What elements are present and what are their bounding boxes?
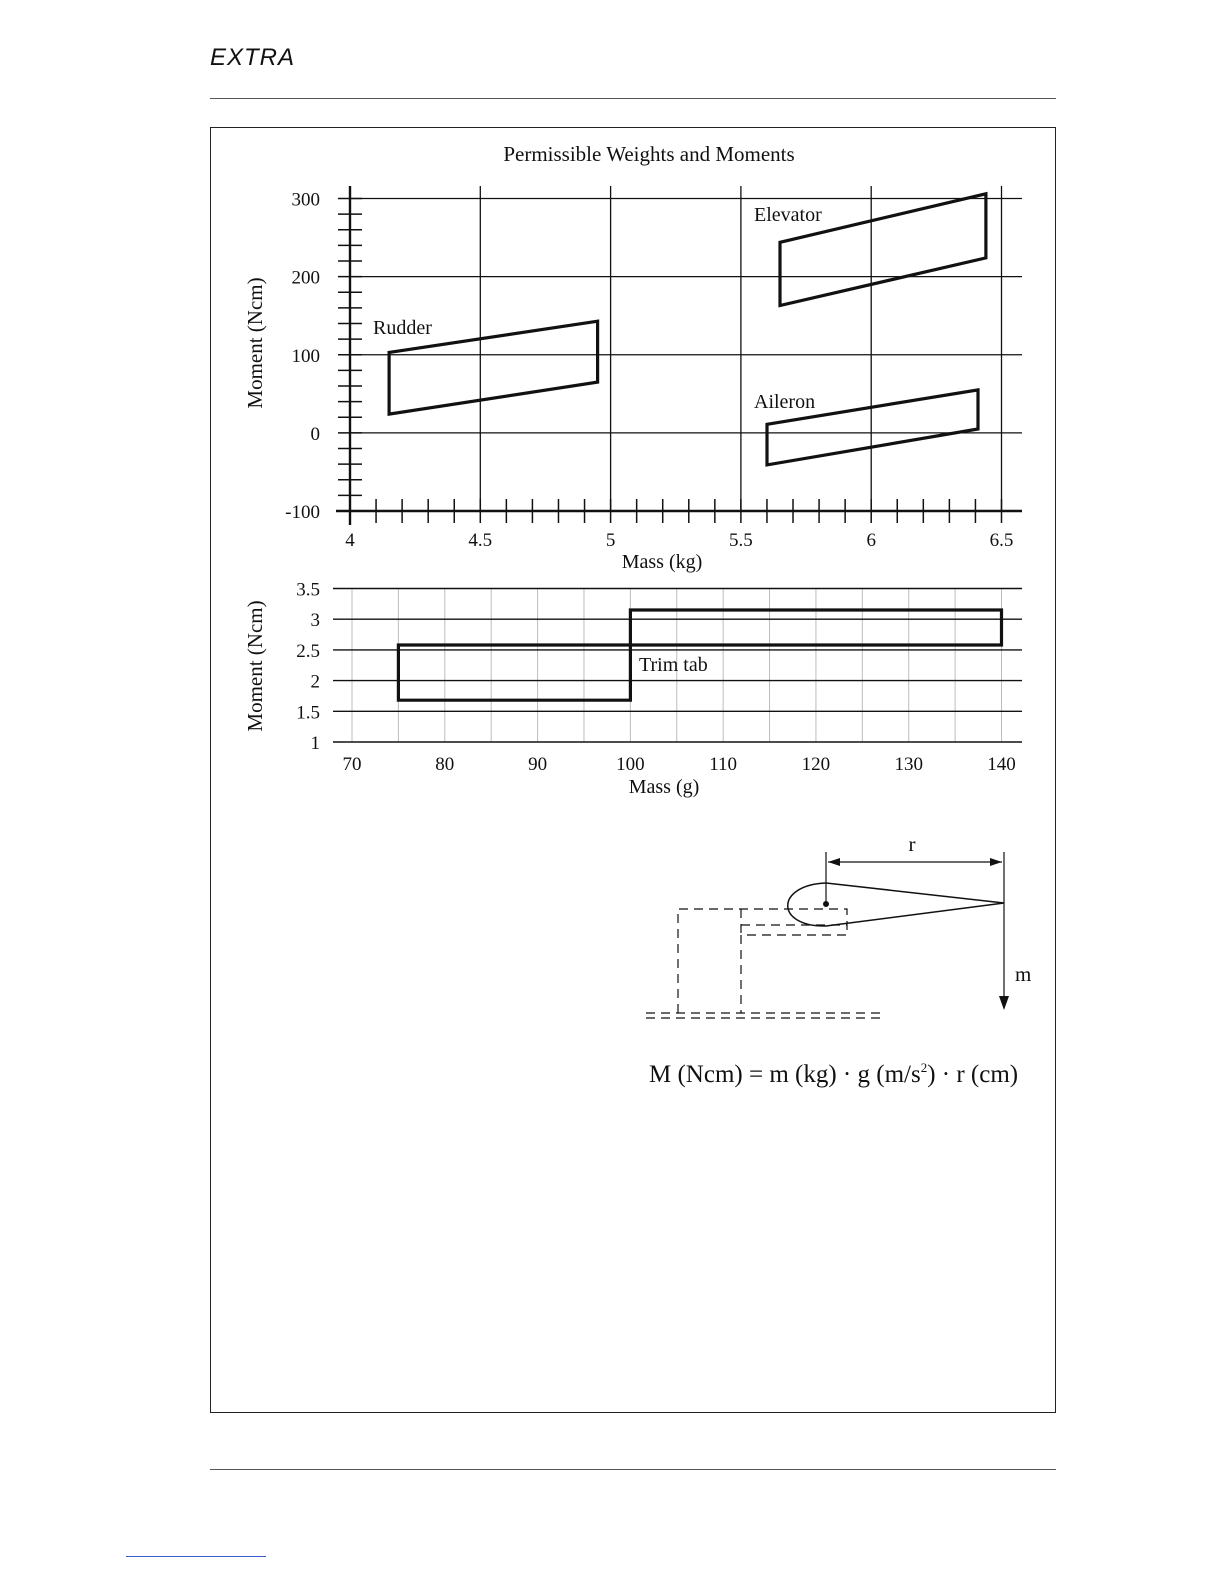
chart-title: Permissible Weights and Moments — [503, 142, 795, 166]
trim-tab-chart — [243, 580, 1022, 799]
x-tick-label: 4 — [345, 530, 355, 551]
envelope-label-rudder: Rudder — [373, 317, 432, 339]
y-tick-label: 3 — [310, 610, 320, 632]
y-tick-label: 2.5 — [296, 640, 320, 662]
formula-left: M (Ncm) = m (kg) · g (m/s — [649, 1061, 921, 1088]
x-tick-label: 100 — [616, 754, 645, 775]
y-tick-label: 1.5 — [296, 702, 320, 724]
y-tick-label: 1 — [310, 733, 320, 754]
trim-tab-box-1 — [398, 645, 630, 700]
x-tick-label: 80 — [435, 754, 455, 775]
radius-arrow-right — [990, 858, 1002, 866]
x-axis-label: Mass (kg) — [621, 551, 703, 573]
y-tick-label: -100 — [285, 502, 320, 523]
control-surface-profile — [788, 883, 1004, 926]
radius-arrow-left — [828, 858, 840, 866]
y-tick-label: 3.5 — [296, 579, 320, 601]
x-tick-label: 6 — [866, 530, 876, 551]
mass-label: m — [1015, 962, 1032, 986]
moment-formula — [649, 1060, 1018, 1088]
x-tick-label: 140 — [987, 754, 1016, 775]
x-tick-label: 90 — [528, 754, 548, 775]
x-tick-label: 4.5 — [468, 530, 493, 551]
y-tick-label: 300 — [291, 189, 320, 211]
brand-logo: EXTRA — [210, 44, 296, 71]
formula-right: ) · r (cm) — [927, 1061, 1019, 1088]
x-tick-label: 5 — [605, 530, 616, 551]
x-tick-label: 130 — [894, 754, 923, 775]
x-tick-label: 120 — [801, 754, 831, 775]
formula-exponent: 2 — [920, 1060, 928, 1075]
weights-moments-chart — [243, 142, 1022, 573]
hinge-moment-diagram — [646, 852, 1009, 1018]
y-axis-label: Moment (Ncm) — [243, 600, 267, 732]
trim-tab-label: Trim tab — [639, 654, 708, 676]
envelope-label-elevator: Elevator — [754, 204, 822, 226]
envelope-label-aileron: Aileron — [754, 391, 816, 413]
x-tick-label: 110 — [709, 754, 738, 775]
balance-fixture — [646, 909, 880, 1018]
x-tick-label: 6.5 — [989, 530, 1014, 551]
mass-arrow-head — [999, 996, 1009, 1010]
radius-label: r — [908, 832, 916, 856]
y-tick-label: 100 — [291, 345, 320, 367]
y-tick-label: 200 — [291, 267, 320, 289]
y-tick-label: 0 — [310, 423, 320, 445]
x-tick-label: 70 — [342, 754, 362, 775]
x-axis-label: Mass (g) — [628, 776, 700, 798]
x-tick-label: 5.5 — [729, 530, 753, 551]
y-axis-label: Moment (Ncm) — [243, 277, 267, 409]
y-tick-label: 2 — [310, 671, 320, 693]
